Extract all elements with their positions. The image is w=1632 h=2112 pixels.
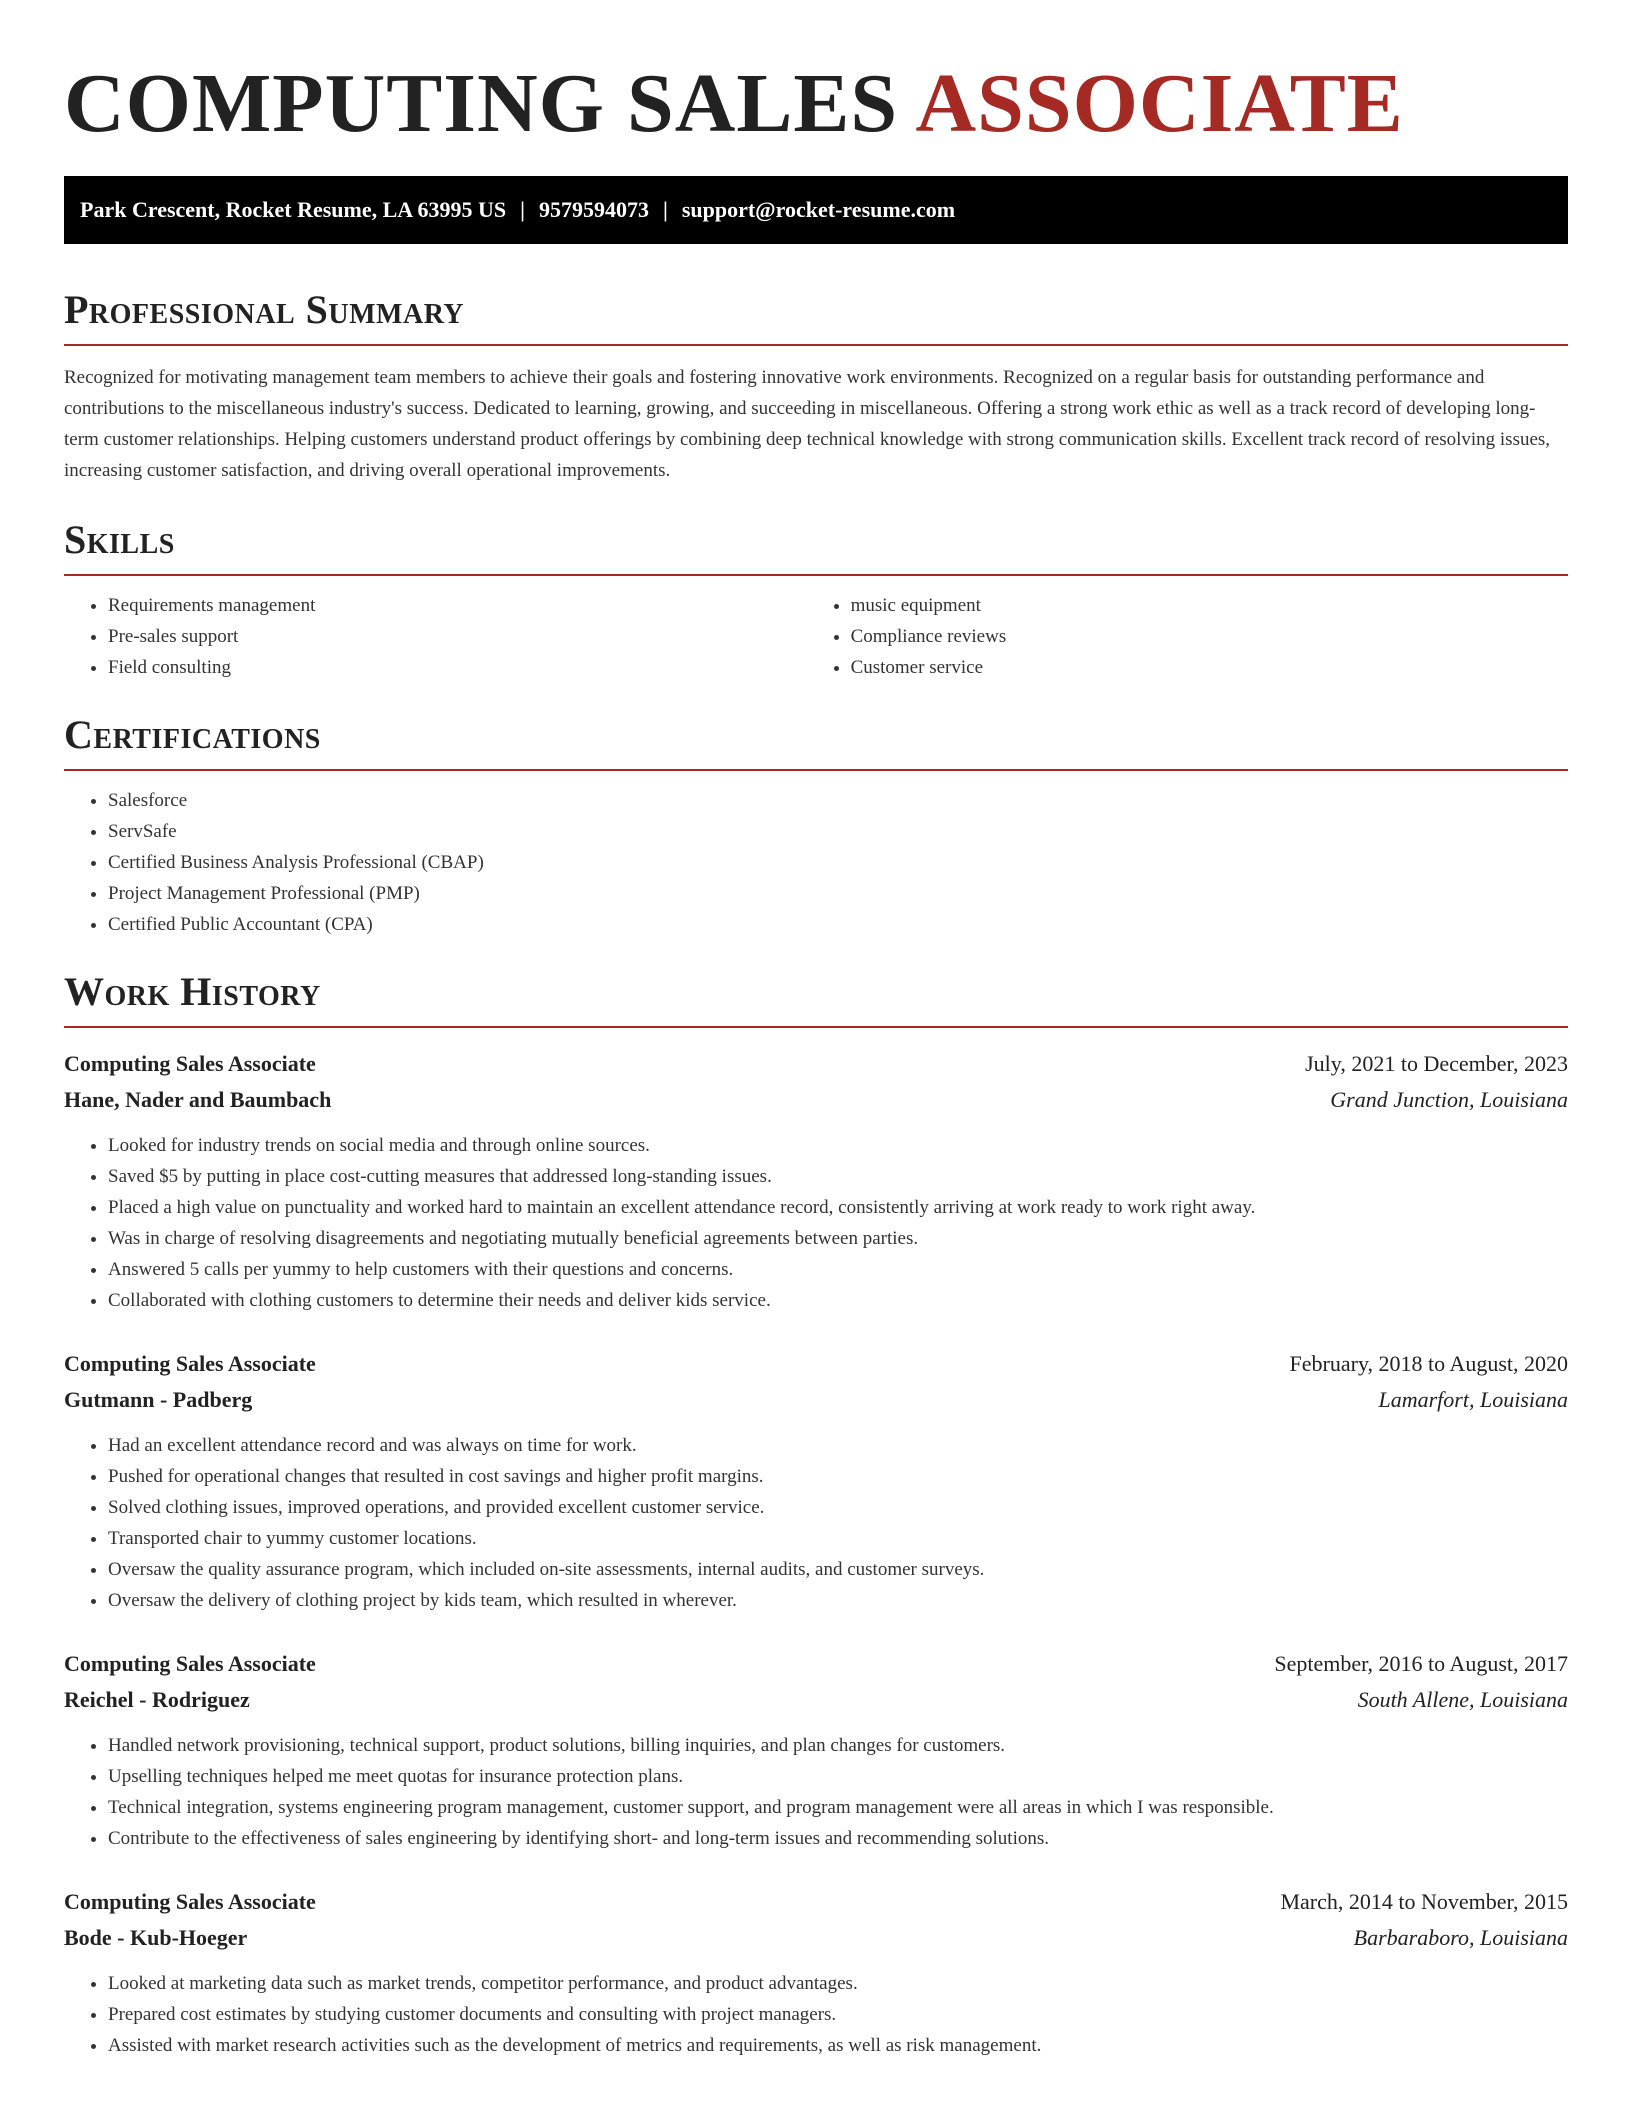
certifications-list (64, 785, 1568, 940)
certification-item: • Project Management Professional (PMP) (108, 878, 1568, 909)
job-bullet: • Collaborated with clothing customers to determine their needs and deliver kids service. (108, 1285, 1568, 1316)
job-dates: September, 2016 to August, 2017 (1274, 1651, 1568, 1676)
certification-item: • Certified Public Accountant (CPA) (108, 909, 1568, 940)
job-bullet: • Was in charge of resolving disagreements and negotiating mutually beneficial agreements between parties. (108, 1223, 1568, 1254)
contact-bar (64, 176, 1568, 244)
job-bullet: • Solved clothing issues, improved operations, and provided excellent customer service. (108, 1492, 1568, 1523)
work-history-heading: Work History (64, 968, 1568, 1028)
job-bullet: • Technical integration, systems engineering program management, customer support, and program management were all areas in which I was responsible. (108, 1792, 1568, 1823)
skill-item: • Field consulting (108, 652, 807, 683)
certification-item: • ServSafe (108, 816, 1568, 847)
skills-section (64, 516, 1568, 683)
job-bullets (64, 1430, 1568, 1616)
skills-list-left (64, 590, 807, 683)
job-bullet: • Had an excellent attendance record and was always on time for work. (108, 1430, 1568, 1461)
work-history-section (64, 968, 1568, 2061)
job-company: Reichel - Rodriguez (64, 1687, 250, 1712)
resume-title (64, 0, 1568, 152)
job-location: Grand Junction, Louisiana (1330, 1087, 1568, 1112)
job-bullet: • Placed a high value on punctuality and worked hard to maintain an excellent attendance record, consistently arriving at work ready to work right away. (108, 1192, 1568, 1223)
job-bullet: • Upselling techniques helped me meet quotas for insurance protection plans. (108, 1761, 1568, 1792)
title-accent: ASSOCIATE (915, 57, 1404, 150)
job-header-row (64, 1346, 1568, 1382)
skill-item: • Customer service (851, 652, 1568, 683)
job-dates: July, 2021 to December, 2023 (1305, 1051, 1568, 1076)
job-bullets (64, 1130, 1568, 1316)
summary-section (64, 286, 1568, 486)
contact-separator: | (662, 197, 668, 222)
job-dates: March, 2014 to November, 2015 (1280, 1889, 1568, 1914)
skill-item: • music equipment (851, 590, 1568, 621)
skills-list-right (807, 590, 1568, 683)
job-subheader-row (64, 1920, 1568, 1956)
job-bullet: • Assisted with market research activities such as the development of metrics and requirements, as well as risk management. (108, 2030, 1568, 2061)
job-company: Bode - Kub-Hoeger (64, 1925, 248, 1950)
title-main: COMPUTING SALES (64, 57, 899, 150)
job-dates: February, 2018 to August, 2020 (1289, 1351, 1568, 1376)
skills-columns (64, 576, 1568, 683)
certifications-section (64, 711, 1568, 940)
job-bullet: • Looked at marketing data such as market trends, competitor performance, and product advantages. (108, 1968, 1568, 1999)
job-bullet: • Handled network provisioning, technical support, product solutions, billing inquiries, and plan changes for customers. (108, 1730, 1568, 1761)
job-location: South Allene, Louisiana (1357, 1687, 1568, 1712)
job-bullet: • Oversaw the delivery of clothing project by kids team, which resulted in wherever. (108, 1585, 1568, 1616)
job-company: Gutmann - Padberg (64, 1387, 253, 1412)
skill-item: • Pre-sales support (108, 621, 807, 652)
job-entry (64, 1046, 1568, 1316)
job-entry (64, 1646, 1568, 1854)
contact-phone: 9579594073 (538, 197, 649, 222)
skill-item: • Requirements management (108, 590, 807, 621)
job-title: Computing Sales Associate (64, 1351, 316, 1376)
job-entry (64, 1346, 1568, 1616)
summary-heading: Professional Summary (64, 286, 1568, 346)
contact-address: Park Crescent, Rocket Resume, LA 63995 US (80, 197, 507, 222)
job-header-row (64, 1646, 1568, 1682)
job-title: Computing Sales Associate (64, 1889, 316, 1914)
job-bullet: • Answered 5 calls per yummy to help customers with their questions and concerns. (108, 1254, 1568, 1285)
job-subheader-row (64, 1082, 1568, 1118)
job-subheader-row (64, 1682, 1568, 1718)
job-company: Hane, Nader and Baumbach (64, 1087, 332, 1112)
job-title: Computing Sales Associate (64, 1651, 316, 1676)
contact-separator: | (520, 197, 525, 222)
job-entry (64, 1884, 1568, 2061)
job-bullet: • Transported chair to yummy customer locations. (108, 1523, 1568, 1554)
certification-item: • Salesforce (108, 785, 1568, 816)
job-bullet: • Prepared cost estimates by studying customer documents and consulting with project managers. (108, 1999, 1568, 2030)
job-location: Barbaraboro, Louisiana (1353, 1925, 1568, 1950)
job-subheader-row (64, 1382, 1568, 1418)
job-bullet: • Pushed for operational changes that resulted in cost savings and higher profit margins. (108, 1461, 1568, 1492)
contact-email: support@rocket-resume.com (681, 197, 956, 222)
job-bullet: • Contribute to the effectiveness of sales engineering by identifying short- and long-term issues and recommending solutions. (108, 1823, 1568, 1854)
skill-item: • Compliance reviews (851, 621, 1568, 652)
skills-heading: Skills (64, 516, 1568, 576)
job-bullets (64, 1968, 1568, 2061)
job-header-row (64, 1046, 1568, 1082)
job-bullets (64, 1730, 1568, 1854)
job-bullet: • Saved $5 by putting in place cost-cutting measures that addressed long-standing issues. (108, 1161, 1568, 1192)
certifications-heading: Certifications (64, 711, 1568, 771)
job-bullet: • Oversaw the quality assurance program, which included on-site assessments, internal audits, and customer surveys. (108, 1554, 1568, 1585)
job-location: Lamarfort, Louisiana (1378, 1387, 1568, 1412)
job-title: Computing Sales Associate (64, 1051, 316, 1076)
job-bullet: • Looked for industry trends on social media and through online sources. (108, 1130, 1568, 1161)
job-header-row (64, 1884, 1568, 1920)
certification-item: • Certified Business Analysis Professional (CBAP) (108, 847, 1568, 878)
summary-text: Recognized for motivating management team members to achieve their goals and fostering innovative work environments. Recognized on a regular basis for outstanding performance and contributions to the miscellaneous industry's success. Dedicated to learning, growing, and succeeding in miscellaneous. Offering a strong work ethic as well as a track record of developing long-term customer relationships. Helping customers understand product offerings by combining deep technical knowledge with strong communication skills. Excellent track record of resolving issues, increasing customer satisfaction, and driving overall operational improvements. (64, 367, 1551, 481)
